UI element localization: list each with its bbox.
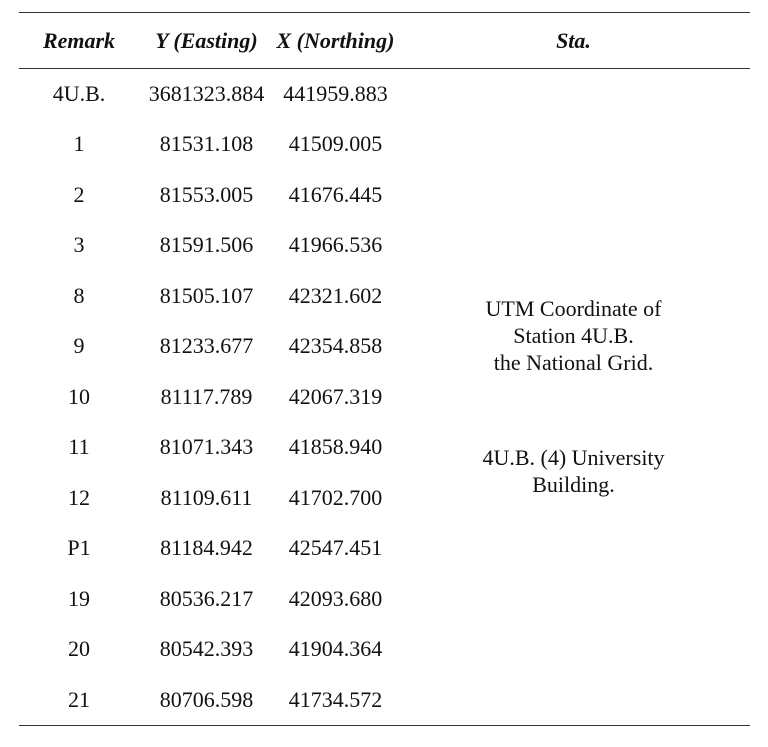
sta-note-line: Station 4U.B.	[513, 323, 634, 349]
cell-remark: 2	[73, 181, 85, 207]
cell-remark: 9	[73, 333, 85, 359]
cell-remark: 21	[19, 675, 139, 726]
table-body	[19, 69, 750, 726]
cell-northing: 42321.602	[288, 282, 383, 308]
cell-easting: 3681323.884	[148, 81, 265, 106]
cell-northing: 41966.536	[288, 232, 383, 258]
cell-remark: 10	[68, 383, 90, 409]
header-remark: Remark	[19, 13, 139, 69]
cell-easting: 81071.343	[159, 434, 254, 460]
sta-note-line: the National Grid.	[493, 350, 654, 376]
cell-easting: 81233.677	[159, 333, 254, 359]
cell-remark: 12	[68, 484, 90, 510]
cell-northing: 42354.858	[288, 333, 383, 359]
cell-northing: 41702.700	[288, 484, 383, 510]
sta-note-spacer	[397, 376, 750, 444]
cell-remark: 3	[73, 232, 85, 258]
sta-note-line: 4U.B. (4) University	[482, 445, 665, 471]
cell-northing: 41904.364	[288, 636, 383, 662]
header-easting: Y (Easting)	[139, 13, 274, 69]
cell-easting: 81184.942	[160, 535, 253, 561]
cell-remark: 11	[68, 434, 90, 460]
cell-easting: 80706.598	[139, 675, 274, 726]
cell-remark: 8	[73, 282, 85, 308]
cell-northing: 42547.451	[288, 535, 383, 561]
cell-easting: 80536.217	[159, 585, 254, 611]
sta-note-cell	[397, 69, 750, 726]
coordinates-table	[19, 12, 750, 726]
sta-note-line: UTM Coordinate of	[485, 296, 662, 322]
cell-remark: P1	[67, 535, 91, 561]
cell-easting: 81591.506	[159, 232, 254, 258]
cell-northing: 42093.680	[288, 585, 383, 611]
cell-northing: 441959.883	[283, 81, 388, 106]
table-header	[19, 13, 750, 69]
cell-remark: 19	[68, 585, 90, 611]
header-row	[19, 13, 750, 69]
cell-easting: 81531.108	[159, 131, 254, 157]
cell-northing: 41509.005	[288, 131, 383, 157]
cell-easting: 81117.789	[160, 383, 253, 409]
table-row	[19, 69, 750, 120]
cell-easting: 81109.611	[160, 484, 253, 510]
cell-northing: 41858.940	[288, 434, 383, 460]
cell-northing: 42067.319	[288, 383, 383, 409]
cell-remark: 20	[68, 636, 90, 662]
sta-note-line: Building.	[532, 472, 615, 498]
cell-remark: 1	[73, 131, 85, 157]
cell-easting: 80542.393	[159, 636, 254, 662]
cell-northing: 41734.572	[274, 675, 397, 726]
cell-easting: 81553.005	[159, 181, 254, 207]
cell-remark: 4U.B.	[52, 81, 106, 106]
header-northing: X (Northing)	[274, 13, 397, 69]
cell-northing: 41676.445	[288, 181, 383, 207]
cell-easting: 81505.107	[159, 282, 254, 308]
header-sta: Sta.	[397, 13, 750, 69]
coordinates-table-container	[19, 12, 750, 726]
